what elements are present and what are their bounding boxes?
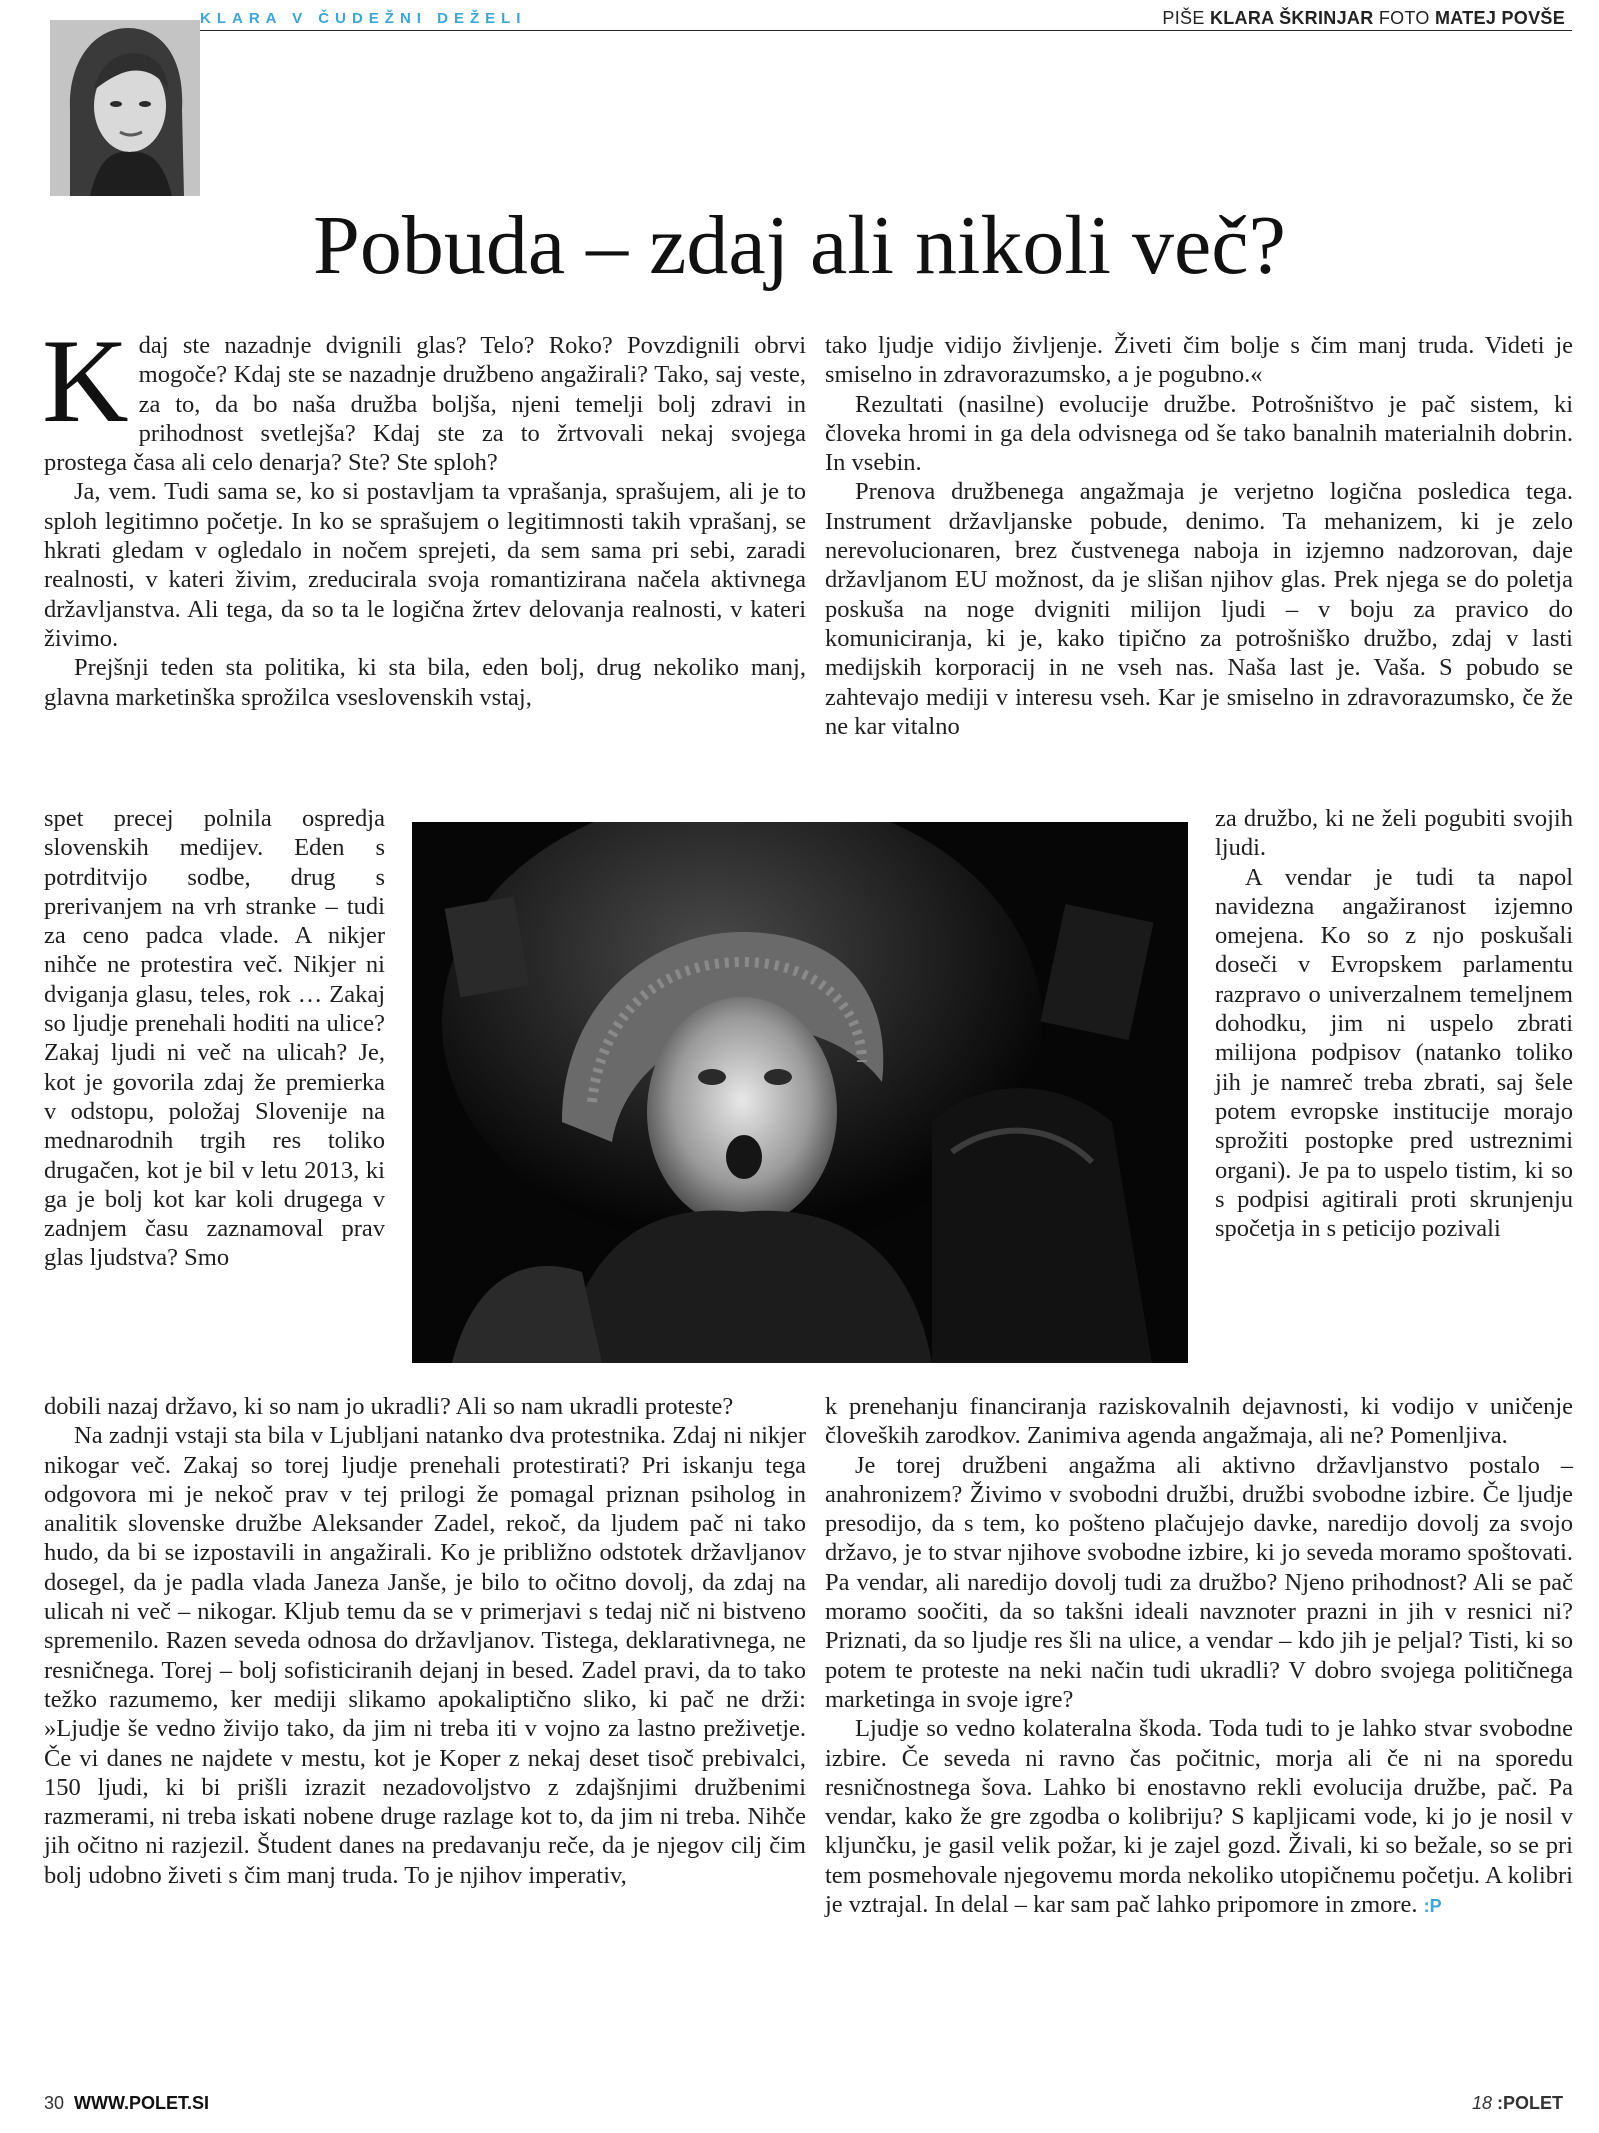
paragraph-text: Ljudje so vedno kolateralna škoda. Toda tudi to je lahko stvar svobodne izbire. Če seveda ni ravno čas počitnic, morja ali če ni na sporedu resničnostnega šova. Lahko bi enostavno rekli evolucija družbe, pač. Pa vendar, kako že gre zgodba o kolibriju? S kapljicami vode, ki jo je nosil v kljunčku, je gasil velik požar, ki je zajel gozd. Živali, ki so bežale, so se pri tem posmehovale njegovemu morda nekoliko utopičnemu početju. A kolibri je vztrajal. In delal – kar sam pač lahko pripomore in zmore. bbox=[825, 1715, 1573, 1919]
photographer-name: MATEJ POVŠE bbox=[1435, 8, 1565, 28]
left-column-narrow bbox=[44, 804, 385, 1273]
footer-left bbox=[44, 2093, 209, 2114]
issue-number: 18 bbox=[1471, 2093, 1492, 2113]
page-number: 30 bbox=[44, 2093, 65, 2113]
protest-photo bbox=[412, 822, 1188, 1363]
byline-prefix: PIŠE bbox=[1162, 8, 1205, 28]
photo-prefix: FOTO bbox=[1378, 8, 1430, 28]
column-name: KLARA V ČUDEŽNI DEŽELI bbox=[200, 10, 527, 27]
article-title: Pobuda – zdaj ali nikoli več? bbox=[313, 199, 1286, 292]
right-column-narrow bbox=[1215, 804, 1573, 1243]
end-mark: :P bbox=[1423, 1896, 1442, 1917]
paragraph: Ja, vem. Tudi sama se, ko si postavljam ta vprašanja, sprašujem, ali je to sploh legitimno početje. In ko se sprašujem o legitimnosti takih vprašanj, se hkrati gledam v ogledalo in nočem sprejeti, da sem sama pri sebi, zaradi realnosti, v kateri živim, zreducirala svoja romantizirana načela aktivnega državljanstva. Ali tega, da so ta le logična žrtev delovanja realnosti, v kateri živimo. bbox=[44, 478, 806, 652]
author-name: KLARA ŠKRINJAR bbox=[1209, 8, 1374, 28]
paragraph: spet precej polnila ospredja slovenskih medijev. Eden s potrditvijo sodbe, drug s prerivanjem na vrh stranke – tudi za ceno padca vlade. A nikjer nihče ne protestira več. Nikjer ni dviganja glasu, teles, rok … Zakaj so ljudje prenehali hoditi na ulice? Zakaj ljudi ni več na ulicah? Je, kot je govorila zdaj že premierka v odstopu, položaj Slovenije na mednarodnih trgih res toliko drugačen, kot je bil v letu 2013, ki ga je bolj kot kar koli drugega v zadnjem času zaznamoval prav glas ljudstva? Smo bbox=[44, 805, 385, 1272]
paragraph: A vendar je tudi ta napol navidezna angažiranost izjemno omejena. Ko so z njo poskušali doseči v Evropskem parlamentu razpravo o univerzalnem temeljnem dohodku, jim ni uspelo zbrati milijona podpisov (natanko toliko jih je namreč treba zbrati, saj šele potem evropske institucije morajo sprožiti postopke pred ustreznimi organi). Je pa to uspelo tistim, ki so s podpisi agitirali proti skrunjenju spočetja in s peticijo pozivali bbox=[1215, 863, 1573, 1243]
website-link[interactable]: WWW.POLET.SI bbox=[74, 2093, 210, 2113]
paragraph: tako ljudje vidijo življenje. Živeti čim bolje s čim manj truda. Videti je smiselno in zdravorazumsko, a je pogubno.« bbox=[825, 332, 1573, 389]
paragraph: Rezultati (nasilne) evolucije družbe. Potrošništvo je pač sistem, ki človeka hromi in ga dela odvisnega od še tako banalnih materialnih dobrin. In vsebin. bbox=[825, 390, 1573, 477]
right-column-top bbox=[825, 331, 1573, 741]
author-portrait bbox=[50, 20, 200, 196]
paragraph: za družbo, ki ne želi pogubiti svojih ljudi. bbox=[1215, 805, 1573, 862]
paragraph: Prenova družbenega angažmaja je verjetno logična posledica tega. Instrument državljanske pobude, denimo. Ta mehanizem, ki je zelo nerevolucionaren, brez čustvenega naboja in izjemno nadzorovan, daje državljanom EU možnost, da je slišan njihov glas. Prek njega se do poletja poskuša na noge dvigniti milijon ljudi – v boju za pravico do komuniciranja, ki je, kako tipično za potrošniško družbo, zdaj v lasti medijskih korporacij in ne vseh nas. Naša last je. Vaša. S pobudo se zahtevajo mediji v interesu vseh. Kar je smiselno in zdravorazumsko, če že ne kar vitalno bbox=[825, 478, 1573, 740]
paragraph: Na zadnji vstaji sta bila v Ljubljani natanko dva protestnika. Zdaj ni nikjer nikogar več. Zakaj so torej ljudje prenehali protestirati? Pri iskanju tega odgovora mi je nekoč prav v tej prilogi že pomagal priznan psiholog in analitik slovenske družbe Aleksander Zadel, rekoč, da ljudem pač ni tako hudo, da bi se izpostavili in angažirali. Ko je približno odstotek državljanov dosegel, da je padla vlada Janeza Janše, je bilo to očitno dovolj, da zdaj na ulicah ni več – nikogar. Kljub temu da se v primerjavi s tedaj nič ni bistveno spremenilo. Razen seveda odnosa do državljanov. Tistega, deklarativnega, ne resničnega. Torej – bolj sofisticiranih dejanj in besed. Zadel pravi, da to tako težko razumemo, ker mediji slikamo apokaliptično sliko, ki pač ne drži: »Ljudje še vedno živijo tako, da jim ni treba iti v vojno za lastno preživetje. Če vi danes ne najdete v mestu, kot je Koper z nekaj deset tisoč prebivalci, 150 ljudi, ki bi prišli izrazit nezadovoljstvo z zdajšnjimi družbenimi razmerami, ni treba iskati nobene druge razlage kot to, da jim ni treba. Nihče jih očitno ni razjezil. Študent danes na predavanju reče, da je njegov cilj čim bolj udobno živeti s čim manj truda. To je njihov imperativ, bbox=[44, 1422, 806, 1889]
drop-cap: K bbox=[42, 314, 129, 447]
left-column-top bbox=[42, 314, 806, 712]
footer-right bbox=[1472, 2093, 1563, 2114]
right-column-bottom bbox=[825, 1392, 1573, 1921]
left-column-bottom bbox=[44, 1392, 806, 1890]
paragraph: daj ste nazadnje dvignili glas? Telo? Roko? Povzdignili obrvi mogoče? Kdaj ste se nazadnje družbeno angažirali? Tako, saj veste, za to, da bo naša družba boljša, njeni temelji bolj zdravi in prihodnost svetlejša? Kdaj ste za to žrtvovali nekaj svojega prostega časa ali celo denarja? Ste? Ste sploh? bbox=[44, 332, 806, 477]
header-rule bbox=[200, 30, 1572, 31]
paragraph bbox=[825, 1714, 1573, 1921]
paragraph: Prejšnji teden sta politika, ki sta bila, eden bolj, drug nekoliko manj, glavna marketinška sprožilca vseslovenskih vstaj, bbox=[44, 654, 806, 711]
paragraph: dobili nazaj državo, ki so nam jo ukradli? Ali so nam ukradli proteste? bbox=[44, 1393, 734, 1420]
paragraph: Je torej družbeni angažma ali aktivno državljanstvo postalo – anahronizem? Živimo v svobodni družbi, družbi svobodne izbire. Če ljudje presodijo, da s tem, ko pošteno plačujejo davke, naredijo dovolj za svojo državo, je to stvar njihove svobodne izbire, ki jo seveda moramo spoštovati. Pa vendar, ali naredijo dovolj tudi za družbo? Njeno prihodnost? Ali se pač moramo soočiti, da so takšni ideali navznoter prazni in jih v resnici ni? Priznati, da so ljudje res šli na ulice, a vendar – kdo jih je peljal? Tisti, ki so potem te proteste na neki način tudi ukradli? V dobro svojega političnega marketinga in svoje igre? bbox=[825, 1451, 1573, 1713]
paragraph: k prenehanju financiranja raziskovalnih dejavnosti, ki vodijo v uničenje človeških zarodkov. Zanimiva agenda angažmaja, ali ne? Pomenljiva. bbox=[825, 1393, 1573, 1450]
byline bbox=[1162, 8, 1565, 29]
magazine-name: :POLET bbox=[1497, 2093, 1563, 2113]
